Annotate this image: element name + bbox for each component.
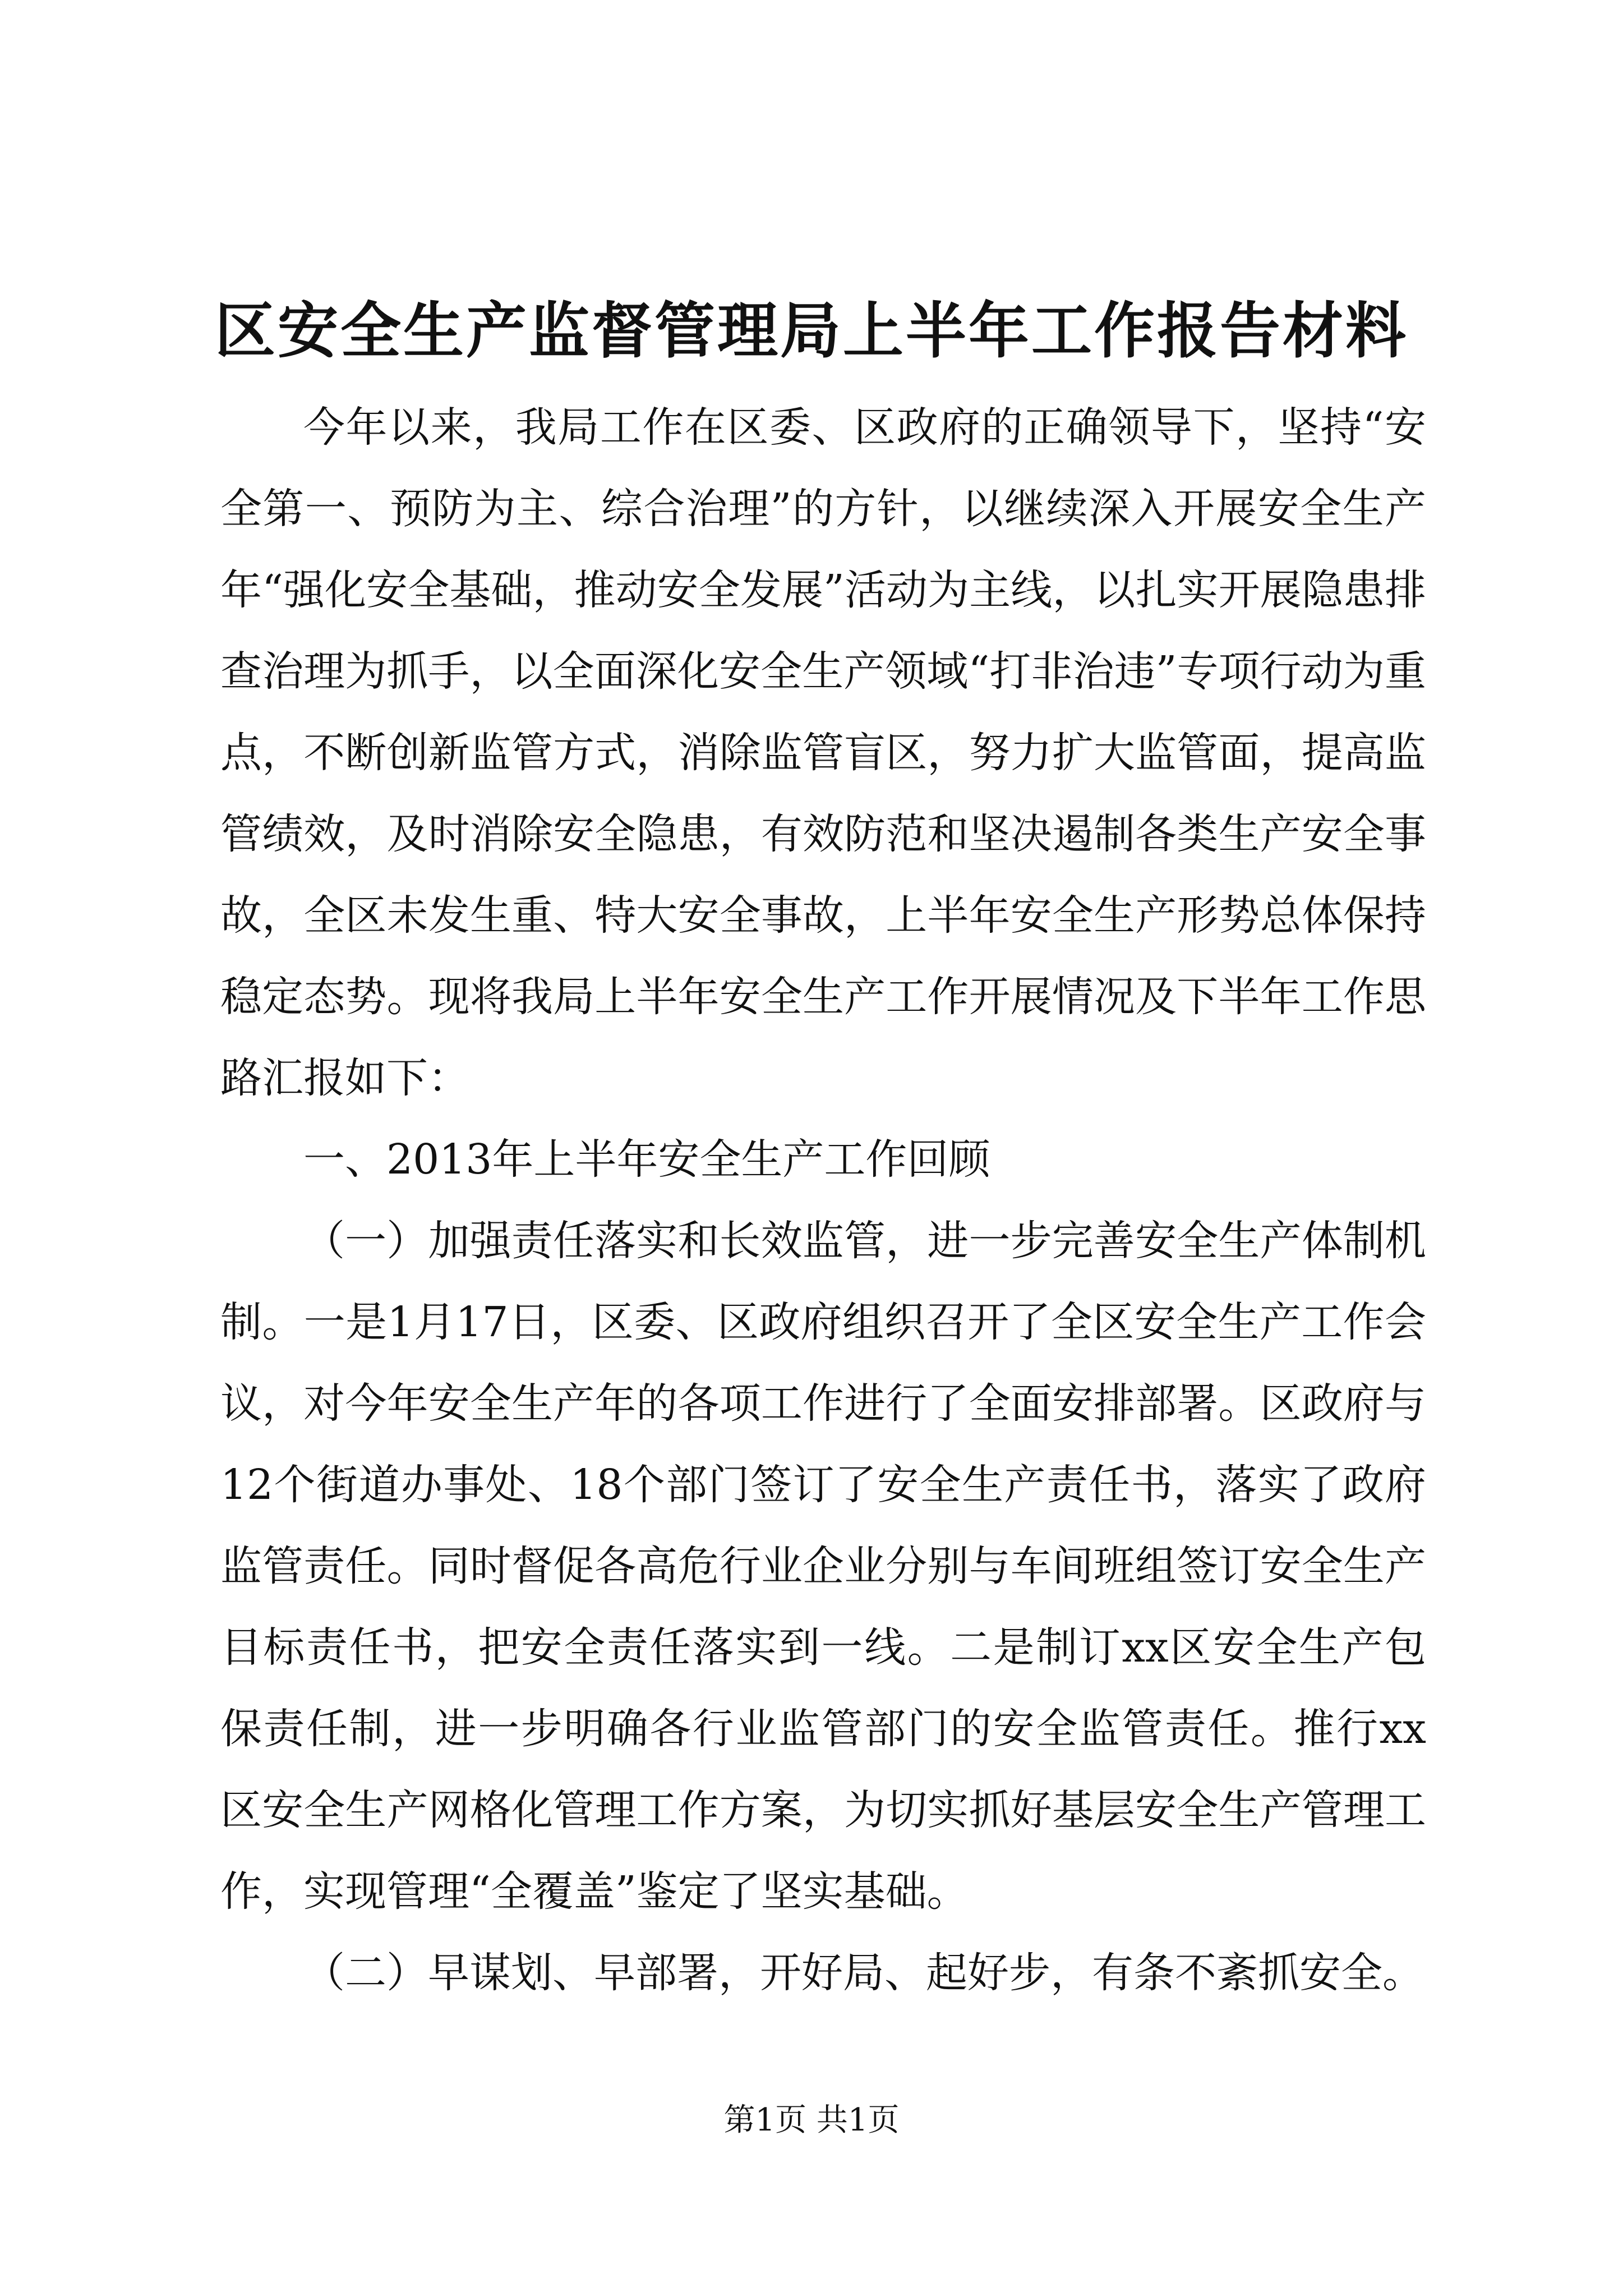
document-title: 区安全生产监督管理局上半年工作报告材料 [214,296,1408,366]
section-heading: 一、2013年上半年安全生产工作回顾 [303,1135,990,1184]
page-footer: 第1页 共1页 [723,2102,900,2138]
subsection-1-paragraph: （一）加强责任落实和长效监管，进一步完善安全生产体制机制。一是1月17日，区委、区政府组织召开了全区安全生产工作会议，对今年安全生产年的各项工作进行了全面安排部署。区政府与12个街道办事处、18个部门签订了安全生产责任书，落实了政府监管责任。同时督促各高危行业企业分别与车间班组签订安全生产目标责任书，把安全责任落实到一线。二是制订xx区安全生产包保责任制，进一步明确各行业监管部门的安全监管责任。推行xx区安全生产网格化管理工作方案，为切实抓好基层安全生产管理工作，实现管理“全覆盖”鉴定了坚实基础。 [220,1217,1426,1916]
document-body [220,387,1426,2014]
subsection-2-paragraph: （二）早谋划、早部署，开好局、起好步，有条不紊抓安全。 [303,1949,1424,1997]
intro-paragraph: 今年以来，我局工作在区委、区政府的正确领导下，坚持“安全第一、预防为主、综合治理”的方针，以继续深入开展安全生产年“强化安全基础，推动安全发展”活动为主线，以扎实开展隐患排查治理为抓手，以全面深化安全生产领域“打非治违”专项行动为重点，不断创新监管方式，消除监管盲区，努力扩大监管面，提高监管绩效，及时消除安全隐患，有效防范和坚决遏制各类生产安全事故，全区未发生重、特大安全事故，上半年安全生产形势总体保持稳定态势。现将我局上半年安全生产工作开展情况及下半年工作思路汇报如下： [220,403,1426,1102]
